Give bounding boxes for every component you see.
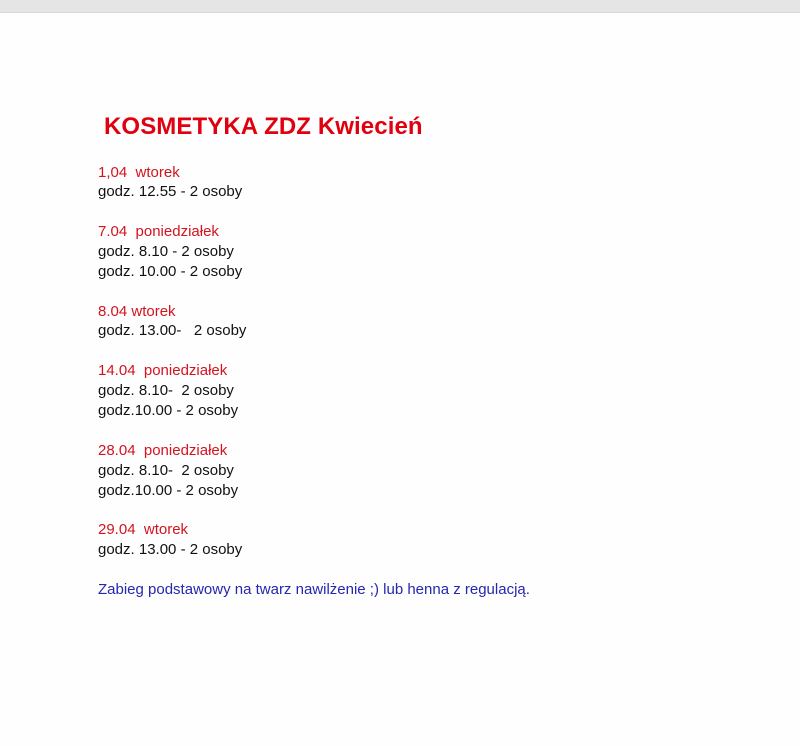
entry-date: 8.04 wtorek: [98, 303, 176, 320]
entry-date: 7.04 poniedziałek: [98, 223, 219, 240]
entry-time: godz. 10.00 - 2 osoby: [98, 263, 243, 280]
entry-time: godz. 12.55 - 2 osoby: [98, 183, 243, 200]
entry-time: godz. 8.10- 2 osoby: [98, 462, 234, 479]
entry-time: godz. 13.00 - 2 osoby: [98, 541, 243, 558]
entry-time: godz.10.00 - 2 osoby: [98, 402, 239, 419]
top-bar: [0, 0, 800, 13]
entry-time: godz. 8.10- 2 osoby: [98, 382, 234, 399]
entry-date: 1,04 wtorek: [98, 164, 180, 181]
entry-date: 28.04 poniedziałek: [98, 442, 228, 459]
entry-time: godz. 13.00- 2 osoby: [98, 322, 247, 339]
entry-date: 29.04 wtorek: [98, 521, 189, 538]
treatment-note: Zabieg podstawowy na twarz nawilżenie ;) lub henna z regulacją.: [98, 581, 530, 598]
page-title: KOSMETYKA ZDZ Kwiecień: [104, 113, 423, 140]
entry-time: godz.10.00 - 2 osoby: [98, 482, 239, 499]
entry-date: 14.04 poniedziałek: [98, 362, 228, 379]
entry-time: godz. 8.10 - 2 osoby: [98, 243, 234, 260]
